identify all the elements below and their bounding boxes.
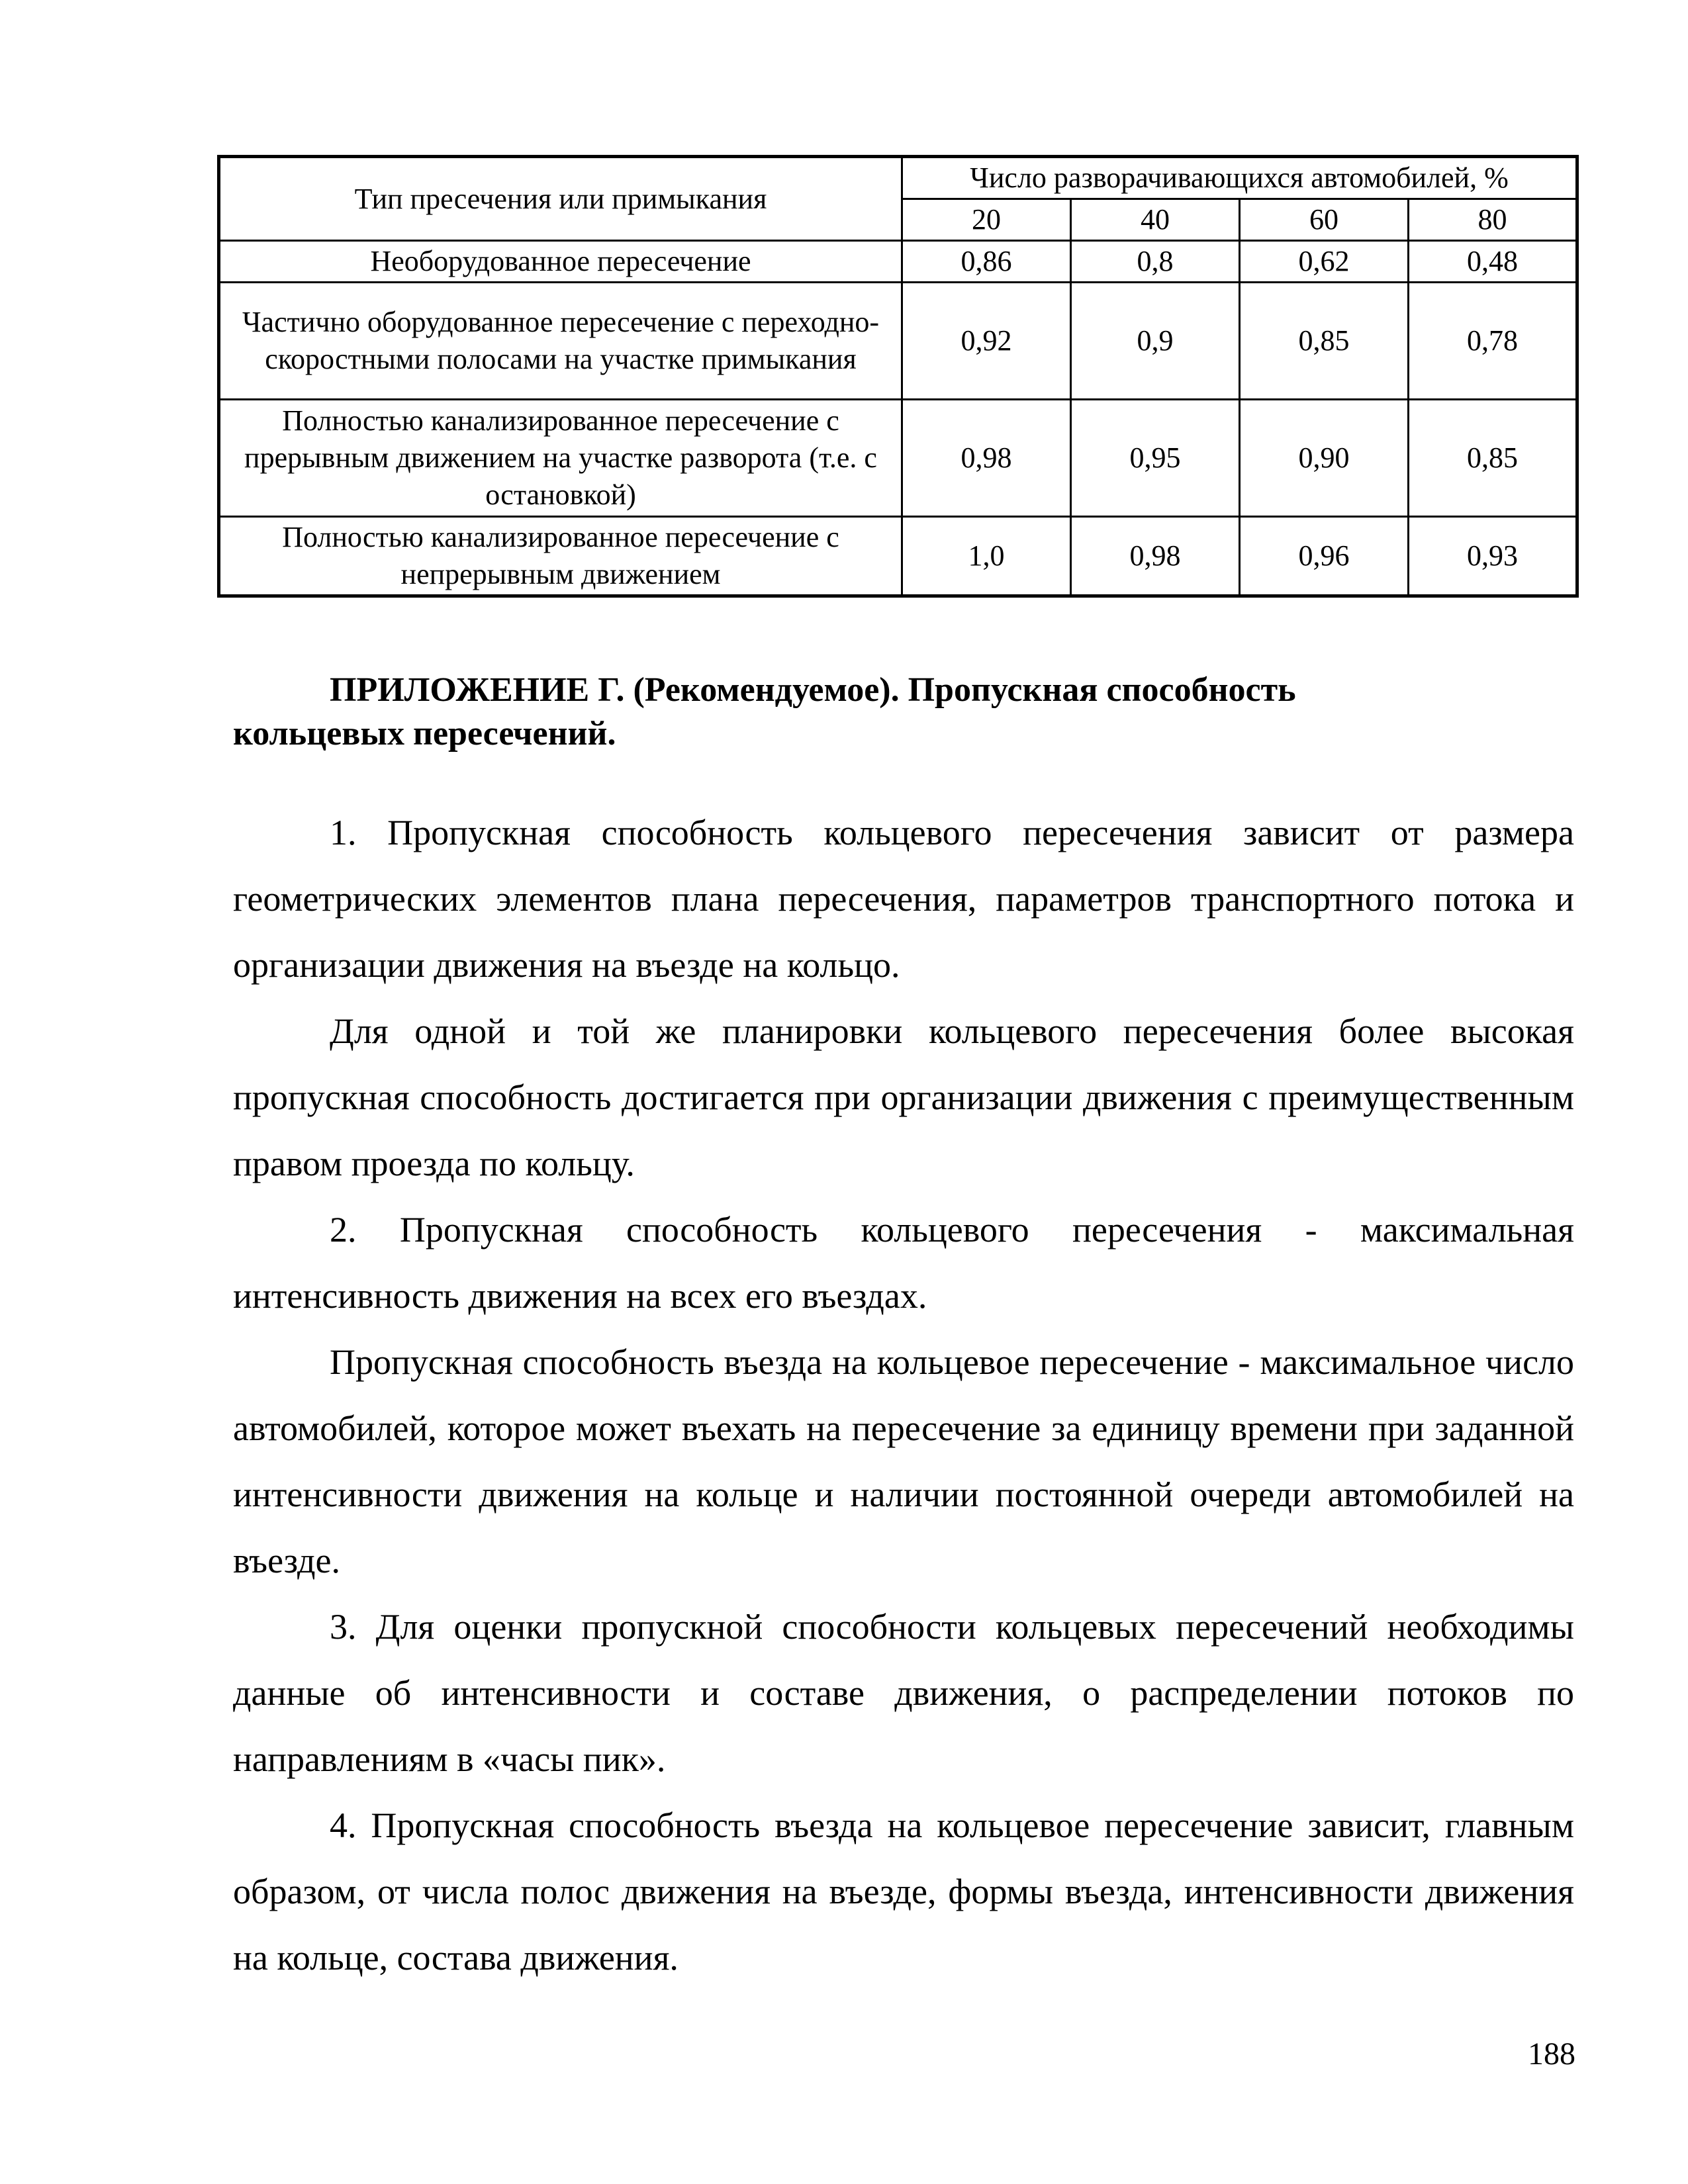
header-percent-40: 40 [1071, 199, 1240, 241]
paragraph: 2. Пропускная способность кольцевого пересечения - максимальная интенсивность движения на всех его въездах. [233, 1210, 1574, 1316]
table-cell: 0,9 [1071, 283, 1240, 400]
table-cell: 0,93 [1409, 517, 1577, 596]
table-cell: 0,90 [1240, 400, 1409, 517]
table-row [219, 241, 1577, 283]
table-cell: 0,48 [1409, 241, 1577, 283]
table-cell: 0,86 [902, 241, 1071, 283]
header-percent-20: 20 [902, 199, 1071, 241]
paragraph: 1. Пропускная способность кольцевого пересечения зависит от размера геометрических элементов плана пересечения, параметров транспортного потока и организации движения на въезде на кольцо. [233, 813, 1574, 985]
body-text [233, 799, 1574, 1991]
header-group-label: Число разворачивающихся автомобилей, % [902, 157, 1577, 199]
paragraph: Для одной и той же планировки кольцевого пересечения более высокая пропускная способность достигается при организации движения с преимущественным правом проезда по кольцу. [233, 1011, 1574, 1183]
page-number: 188 [1528, 2036, 1575, 2071]
table-cell: 0,62 [1240, 241, 1409, 283]
table-cell: 0,98 [1071, 517, 1240, 596]
appendix-heading-line1: ПРИЛОЖЕНИЕ Г. (Рекомендуемое). Пропускная способность [330, 671, 1296, 709]
header-percent-80: 80 [1409, 199, 1577, 241]
header-type-column: Тип пресечения или примыкания [219, 157, 902, 241]
row-type-label: Необорудованное пересечение [219, 241, 902, 283]
appendix-heading-line2: кольцевых пересечений. [233, 715, 616, 752]
table-row [219, 283, 1577, 400]
table-row [219, 400, 1577, 517]
table-cell: 0,96 [1240, 517, 1409, 596]
coefficient-table [217, 155, 1579, 598]
header-percent-60: 60 [1240, 199, 1409, 241]
table-cell: 0,92 [902, 283, 1071, 400]
table-cell: 0,78 [1409, 283, 1577, 400]
appendix-heading [233, 668, 1577, 756]
table-cell: 0,85 [1409, 400, 1577, 517]
row-type-label: Полностью канализированное пересечение с прерывным движением на участке разворота (т.е. с остановкой) [219, 400, 902, 517]
row-type-label: Частично оборудованное пересечение с переходно-скоростными полосами на участке примыкания [219, 283, 902, 400]
table-cell: 0,98 [902, 400, 1071, 517]
table-cell: 1,0 [902, 517, 1071, 596]
table-header-row [219, 157, 1577, 199]
table-cell: 0,95 [1071, 400, 1240, 517]
row-type-label: Полностью канализированное пересечение с непрерывным движением [219, 517, 902, 596]
table-cell: 0,85 [1240, 283, 1409, 400]
paragraph: 4. Пропускная способность въезда на кольцевое пересечение зависит, главным образом, от числа полос движения на въезде, формы въезда, интенсивности движения на кольце, состава движения. [233, 1805, 1574, 1978]
paragraph: Пропускная способность въезда на кольцевое пересечение - максимальное число автомобилей, которое может въехать на пересечение за единицу времени при заданной интенсивности движения на кольце и наличии постоянной очереди автомобилей на въезде. [233, 1342, 1574, 1580]
table-row [219, 517, 1577, 596]
paragraph: 3. Для оценки пропускной способности кольцевых пересечений необходимы данные об интенсивности и составе движения, о распределении потоков по направлениям в «часы пик». [233, 1607, 1574, 1779]
table-cell: 0,8 [1071, 241, 1240, 283]
